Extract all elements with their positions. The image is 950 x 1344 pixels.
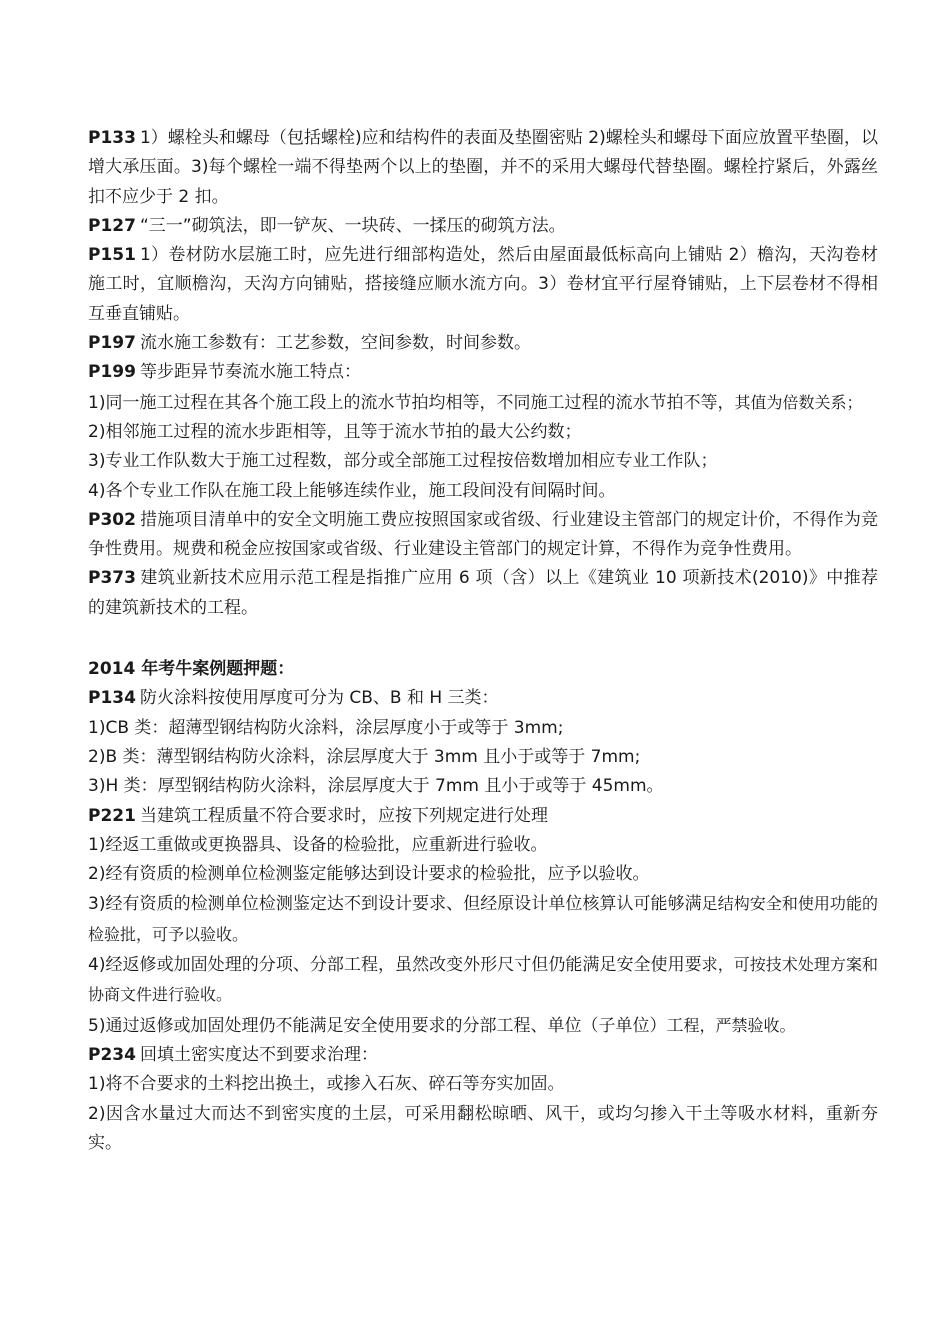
list-item-text: 1)CB 类：超薄型钢结构防火涂料，涂层厚度小于或等于 3mm; [88, 717, 564, 738]
note-text: 1）螺栓头和螺母（包括螺栓)应和结构件的表面及垫圈密贴 2)螺栓头和螺母下面应放置平垫圈，以增大承压面。3)每个螺栓一端不得垫两个以上的垫圈，并不的采用大螺母代替垫圈。螺栓拧紧后，外露丝扣不应少于 2 扣。 [88, 128, 878, 207]
list-item [88, 1011, 878, 1041]
notes-block-2 [88, 684, 878, 1158]
note-text: 回填土密实度达不到要求治理： [139, 1044, 378, 1065]
note-text: 等步距异节奏流水施工特点： [139, 362, 361, 383]
note-text: 防火涂料按使用厚度可分为 CB、B 和 H 三类： [139, 688, 499, 709]
note-p151 [88, 241, 878, 329]
list-item-text: 1)将不合要求的土料挖出换土，或掺入石灰、碎石等夯实加固。 [88, 1074, 565, 1095]
list-item-text: 4)各个专业工作队在施工段上能够连续作业，施工段间没有间隔时间。 [88, 480, 616, 501]
list-item-text: 4)经返修或加固处理的分项、分部工程，虽然改变外形尺寸但仍能满足安全使用要 [88, 955, 702, 976]
list-item [88, 714, 878, 743]
page-ref: P134 [88, 688, 136, 709]
list-item [88, 831, 878, 860]
page-ref: P373 [88, 568, 136, 589]
note-text: “三一”砌筑法，即一铲灰、一块砖、一揉压的砌筑方法。 [139, 215, 566, 236]
list-item [88, 388, 878, 418]
list-item-text-serif: 程，严禁验收。 [683, 1015, 796, 1035]
page-ref: P127 [88, 215, 136, 236]
page-ref: P199 [88, 362, 136, 383]
note-text: 当建筑工程质量不符合要求时，应按下列规定进行处理 [139, 805, 548, 826]
page-ref: P221 [88, 805, 136, 826]
page-ref: P133 [88, 128, 136, 148]
list-item-text-serif: 其值为倍数关系； [734, 392, 863, 412]
list-item [88, 1070, 878, 1099]
note-p373 [88, 564, 878, 623]
list-item [88, 743, 878, 772]
note-p197 [88, 329, 878, 358]
page-ref: P151 [88, 245, 136, 266]
list-item-text: 5)通过返修或加固处理仍不能满足安全使用要求的分部工程、单位（子单位）工 [88, 1015, 684, 1036]
note-p133 [88, 124, 878, 212]
list-item-text: 3)专业工作队数大于施工过程数，部分或全部施工过程按倍数增加相应专业工作队； [88, 451, 718, 472]
note-p199 [88, 358, 878, 387]
note-text: 1）卷材防水层施工时，应先进行细部构造处，然后由屋面最低标高向上铺贴 2）檐沟，天沟卷材施工时，宜顺檐沟，天沟方向铺贴，搭接缝应顺水流方向。3）卷材宜平行屋脊铺贴，上下层卷材不得相互垂直铺贴。 [88, 245, 878, 324]
list-item-text: 2)相邻施工过程的流水步距相等，且等于流水节拍的最大公约数； [88, 421, 582, 442]
note-text: 措施项目清单中的安全文明施工费应按照国家或省级、行业建设主管部门的规定计价，不得作为竞争性费用。规费和税金应按国家或省级、行业建设主管部门的规定计算，不得作为竞争性费用。 [88, 509, 878, 560]
note-p127 [88, 212, 878, 241]
list-item-text: 1)经返工重做或更换器具、设备的检验批，应重新进行验收。 [88, 834, 548, 855]
list-item [88, 447, 878, 476]
notes-block-1 [88, 124, 878, 623]
list-item [88, 477, 878, 506]
page-ref: P302 [88, 509, 136, 530]
list-item-text-serif: 求，可按技术处理方案和协商文件进行验收。 [88, 955, 878, 1005]
page-ref: P234 [88, 1044, 136, 1065]
note-text: 流水施工参数有：工艺参数，空间参数，时间参数。 [139, 333, 531, 354]
list-item [88, 772, 878, 801]
section-title: 2014 年考牛案例题押题： [88, 659, 295, 680]
note-p302 [88, 506, 878, 565]
list-item-text: 2)因含水量过大而达不到密实度的土层，可采用翻松晾晒、风干，或均匀掺入干土等吸水材料，重新夯实。 [88, 1103, 878, 1153]
list-item [88, 418, 878, 447]
note-p234 [88, 1041, 878, 1070]
section-spacer [88, 623, 878, 655]
list-item [88, 1100, 878, 1159]
list-item [88, 950, 878, 1011]
list-item-text: 3)H 类：厚型钢结构防火涂料，涂层厚度大于 7mm 且小于或等于 45mm。 [88, 776, 664, 797]
note-p134 [88, 684, 878, 713]
list-item-text: 2)经有资质的检测单位检测鉴定能够达到设计要求的检验批，应予以验收。 [88, 864, 650, 885]
list-item-text: 2)B 类：薄型钢结构防火涂料，涂层厚度大于 3mm 且小于或等于 7mm; [88, 746, 641, 767]
document-page [88, 124, 878, 1158]
list-item-text-serif: 足结构安全和使用功能的检验批，可予以验收。 [88, 894, 878, 944]
note-text: 建筑业新技术应用示范工程是指推广应用 6 项（含）以上《建筑业 10 项新技术(2010)》中推荐的建筑新技术的工程。 [88, 568, 878, 618]
note-p221 [88, 802, 878, 831]
list-item [88, 889, 878, 950]
page-ref: P197 [88, 333, 136, 354]
list-item-text: 3)经有资质的检测单位检测鉴定达不到设计要求、但经原设计单位核算认可能够满 [88, 894, 702, 915]
list-item-text: 1)同一施工过程在其各个施工段上的流水节拍均相等，不同施工过程的流水节拍不等， [88, 392, 735, 413]
list-item [88, 860, 878, 889]
